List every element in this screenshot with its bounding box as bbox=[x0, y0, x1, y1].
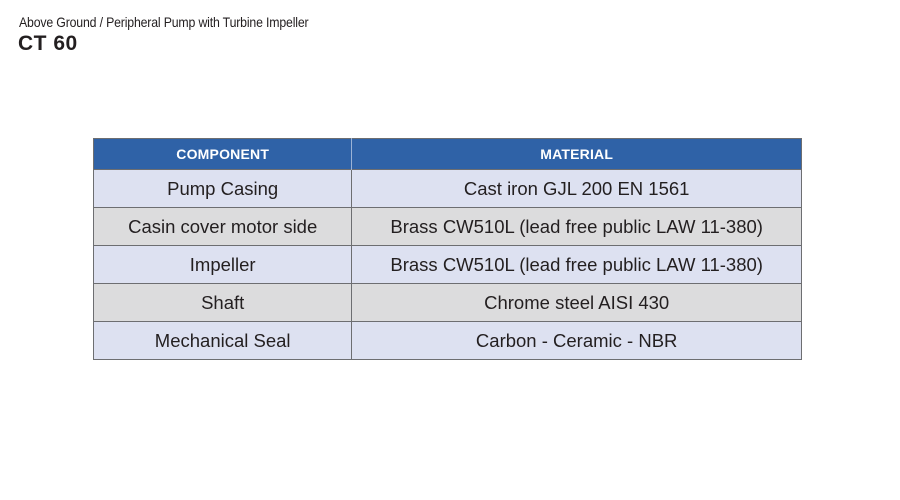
material-cell: Brass CW510L (lead free public LAW 11-380) bbox=[352, 246, 802, 284]
component-cell: Mechanical Seal bbox=[94, 322, 352, 360]
material-cell: Brass CW510L (lead free public LAW 11-380) bbox=[352, 208, 802, 246]
table-row bbox=[94, 170, 802, 208]
table-row bbox=[94, 208, 802, 246]
model-title: CT 60 bbox=[18, 32, 78, 55]
component-cell: Shaft bbox=[94, 284, 352, 322]
material-cell: Cast iron GJL 200 EN 1561 bbox=[352, 170, 802, 208]
material-cell: Chrome steel AISI 430 bbox=[352, 284, 802, 322]
table-row bbox=[94, 322, 802, 360]
component-cell: Pump Casing bbox=[94, 170, 352, 208]
column-header-component: COMPONENT bbox=[94, 139, 352, 170]
page-subtitle: Above Ground / Peripheral Pump with Turbine Impeller bbox=[19, 14, 309, 30]
material-cell: Carbon - Ceramic - NBR bbox=[352, 322, 802, 360]
table-header-row bbox=[94, 139, 802, 170]
table-row bbox=[94, 246, 802, 284]
component-cell: Casin cover motor side bbox=[94, 208, 352, 246]
materials-table bbox=[93, 138, 802, 360]
table-row bbox=[94, 284, 802, 322]
component-cell: Impeller bbox=[94, 246, 352, 284]
column-header-material: MATERIAL bbox=[352, 139, 802, 170]
